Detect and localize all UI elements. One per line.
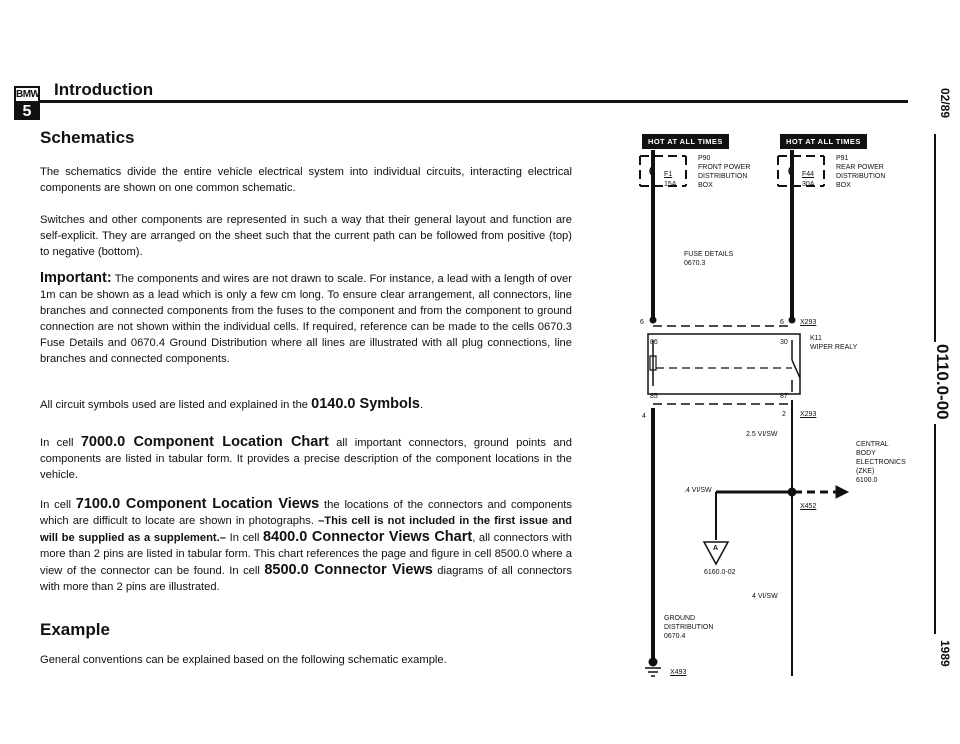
ref-line: FUSE DETAILS [684, 251, 734, 258]
ground-distribution-reference [664, 614, 713, 641]
text-span: In cell [225, 532, 263, 544]
example-heading: Example [40, 620, 110, 639]
pin-6-right: 6 [780, 319, 784, 326]
relay-k11-label [810, 334, 857, 352]
fuse-f1-rating: 15A [664, 181, 677, 188]
location-views-reference: 7100.0 Component Location Views [75, 496, 320, 512]
text-span: all important connectors, ground points and components are listed in tabular form. It provides a precise description of the component locations in the vehicle. [40, 437, 572, 481]
relay-line: WIPER REALY [810, 344, 858, 351]
schematics-heading: Schematics [40, 128, 135, 147]
ground-reference-6160: 6160.0-02 [704, 569, 736, 576]
pin-86: 86 [650, 339, 658, 346]
logo-series-number: 5 [16, 103, 38, 120]
relay-line: K11 [810, 335, 822, 342]
zke-arrow-icon [836, 486, 848, 498]
rear-power-box-label [836, 154, 885, 190]
connector-x452: X452 [800, 503, 817, 510]
fuse-details-reference [684, 250, 733, 268]
cbe-line: CENTRAL [856, 441, 889, 448]
pin-6-left: 6 [640, 319, 644, 326]
fuse-f1-label: F1 [664, 171, 673, 178]
connector-x293-top: X293 [800, 319, 817, 326]
text-span: , all connectors with more than 2 pins are listed in tabular form. This chart references the page and figure in cell 8500.0 where a view of the connector can be found. In cell [40, 532, 572, 577]
margin-section-number: 0110.0-00 [933, 344, 952, 420]
box-line: DISTRIBUTION [698, 173, 748, 180]
ref-line: 0670.3 [684, 260, 706, 267]
cbe-line: (ZKE) [856, 468, 875, 475]
text-span: the locations of the connectors and components which are difficult to locate are shown in photographs. [40, 499, 572, 527]
text-span: diagrams of all connectors with more than 2 pins are illustrated. [40, 565, 572, 593]
margin-date: 02/89 [938, 88, 952, 119]
box-line: P91 [836, 155, 849, 162]
central-body-electronics-label [856, 440, 906, 485]
right-fuse-box-outline [778, 156, 824, 186]
pin-30: 30 [780, 339, 788, 346]
pin-87: 87 [780, 393, 788, 400]
gd-line: DISTRIBUTION [664, 624, 714, 631]
ground-symbol-icon [645, 668, 661, 676]
box-line: P90 [698, 155, 711, 162]
wire-4-right-label: 4 VI/SW [752, 593, 778, 600]
wire-4-left-label: .4 VI/SW [684, 487, 712, 494]
left-fuse-box-outline [640, 156, 686, 186]
ground-point-a: A [713, 545, 719, 552]
pin-85: 85 [650, 393, 658, 400]
location-chart-reference: 7000.0 Component Location Chart [80, 434, 329, 450]
wire-2-5-label: 2.5 VI/SW [746, 431, 778, 438]
box-line: BOX [698, 182, 713, 189]
connector-x293-bottom: X293 [800, 411, 817, 418]
symbols-reference: 0140.0 Symbols [311, 396, 420, 412]
paragraph-layout: Switches and other components are represented in such a way that their general layout and function are self-explicit. They are arranged on the sheet such that the current path can be followed from positive (top) to negative (bottom). [40, 214, 572, 258]
gd-line: GROUND [664, 615, 696, 622]
important-text: The components and wires are not drawn to scale. For instance, a lead with a length of over 1m can be shown as a lead which is only a few cm long. To ensure clear arrangement, all connectors, line branches and connected components from the fuses to the component and from the component to ground connection are not shown within the individual cells. If required, reference can be made to the cells 0670.3 Fuse Details and 0670.4 Ground Distribution where all lines are illustrated with all plug connections, line branches and connected components. [40, 273, 572, 365]
text-span: All circuit symbols used are listed and explained in the [40, 399, 312, 411]
margin-year: 1989 [938, 640, 952, 667]
cbe-line: 6100.0 [856, 477, 878, 484]
cbe-line: ELECTRONICS [856, 459, 906, 466]
relay-contact-symbol [792, 340, 800, 392]
box-line: BOX [836, 182, 851, 189]
gd-line: 0670.4 [664, 633, 686, 640]
fuse-f44-label: F44 [802, 171, 815, 178]
page-title: Introduction [54, 80, 154, 99]
logo-bmw-text: BMW [16, 88, 38, 103]
text-span: . [419, 399, 424, 411]
connector-x493: X493 [670, 669, 687, 676]
connector-chart-reference: 8400.0 Connector Views Chart [262, 529, 473, 545]
text-span: In cell [40, 499, 76, 511]
cbe-line: BODY [856, 450, 876, 457]
pin-2: 2 [782, 411, 786, 418]
box-line: REAR POWER [836, 164, 884, 171]
important-label: Important: [40, 270, 112, 286]
hot-at-all-times-left: HOT AT ALL TIMES [642, 134, 729, 149]
box-line: FRONT POWER [698, 164, 751, 171]
paragraph-intro: The schematics divide the entire vehicle electrical system into individual circuits, interacting electrical components are shown on one common schematic. [40, 166, 572, 194]
paragraph-example: General conventions can be explained based on the following schematic example. [40, 654, 447, 666]
hot-at-all-times-right: HOT AT ALL TIMES [780, 134, 867, 149]
text-span: In cell [40, 437, 81, 449]
connector-views-reference: 8500.0 Connector Views [264, 562, 433, 578]
relay-k11-box [648, 334, 800, 394]
front-power-box-label [698, 154, 750, 190]
fuse-f44-rating: 30A [802, 181, 815, 188]
supplement-note: –This cell is not included in the first issue and will be supplied as a supplement.– [40, 515, 572, 544]
box-line: DISTRIBUTION [836, 173, 886, 180]
pin-4: 4 [642, 413, 646, 420]
